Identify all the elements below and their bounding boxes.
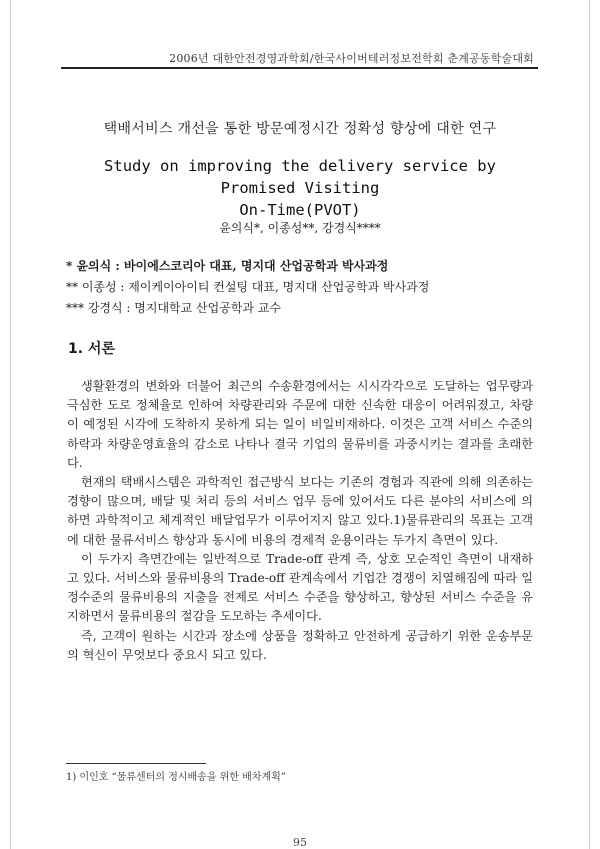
section-heading: 1. 서론 — [68, 341, 115, 357]
author-list: 윤의식*, 이종성**, 강경식**** — [219, 221, 381, 235]
affiliations — [66, 256, 429, 319]
footnote: 1) 이인호 “물류센터의 정시배송을 위한 배차계획” — [66, 772, 286, 783]
affiliation-3: *** 강경식 : 명지대학교 산업공학과 교수 — [66, 301, 281, 315]
paper-title-english — [80, 155, 520, 221]
paragraph-3: 이 두가지 측면간에는 일반적으로 Trade-off 관계 즉, 상호 모순적인 측면이 내재하고 있다. 서비스와 물류비용의 Trade-off 관계속에서 기업간 경쟁이 치열해짐에 따라 일정수준의 물류비용의 지출을 전제로 서비스 수준을 향상하고, 향상된 서비스 수준을 유지하면서 물류비용의 절감을 도모하는 추세이다. — [67, 551, 533, 624]
title-english-line-1: Study on improving the delivery service by Promised Visiting — [104, 157, 496, 197]
footnote-rule — [66, 763, 206, 764]
body-text — [67, 377, 533, 665]
paragraph-4: 즉, 고객이 원하는 시간과 장소에 상품을 정확하고 안전하게 공급하기 위한 운송부문의 혁신이 무엇보다 중요시 되고 있다. — [67, 628, 533, 662]
header-rule — [61, 67, 538, 69]
paragraph-1: 생활환경의 변화와 더불어 최근의 수송환경에서는 시시각각으로 도달하는 업무량과 극심한 도로 정체율로 인하여 차량관리와 주문에 대한 신속한 대응이 어려워졌고, 차량이 예정된 시각에 도착하지 못하게 되는 일이 비일비재하다. 이것은 고객 서비스 수준의 하락과 차량운영효율의 감소로 나타나 결국 기업의 물류비를 과중시키는 결과를 초래한다. — [67, 379, 533, 470]
paper-title-korean: 택배서비스 개선을 통한 방문예정시간 정확성 향상에 대한 연구 — [103, 121, 497, 137]
paragraph-2: 현재의 택배시스템은 과학적인 접근방식 보다는 기존의 경험과 직관에 의해 의존하는 경향이 많으며, 배달 및 처리 등의 서비스 업무 등에 있어서도 다른 분야의 서비스에 의하면 과학적이고 체계적인 배달업무가 이루어지지 않고 있다.1)물류관리의 목표는 고객에 대한 물류서비스 향상과 동시에 비용의 경제적 운용이라는 두가지 측면이 있다. — [67, 475, 533, 547]
page-number: 95 — [293, 836, 307, 849]
affiliation-1: * 윤의식 : 바이에스코리아 대표, 명지대 산업공학과 박사과정 — [66, 259, 389, 273]
title-english-line-2: On-Time(PVOT) — [239, 201, 361, 219]
affiliation-2: ** 이종성 : 제이케이아이티 컨설팅 대표, 명지대 산업공학과 박사과정 — [66, 280, 430, 294]
running-header: 2006년 대한안전경영과학회/한국사이버테러정보전학회 춘계공동학술대회 — [169, 52, 534, 65]
